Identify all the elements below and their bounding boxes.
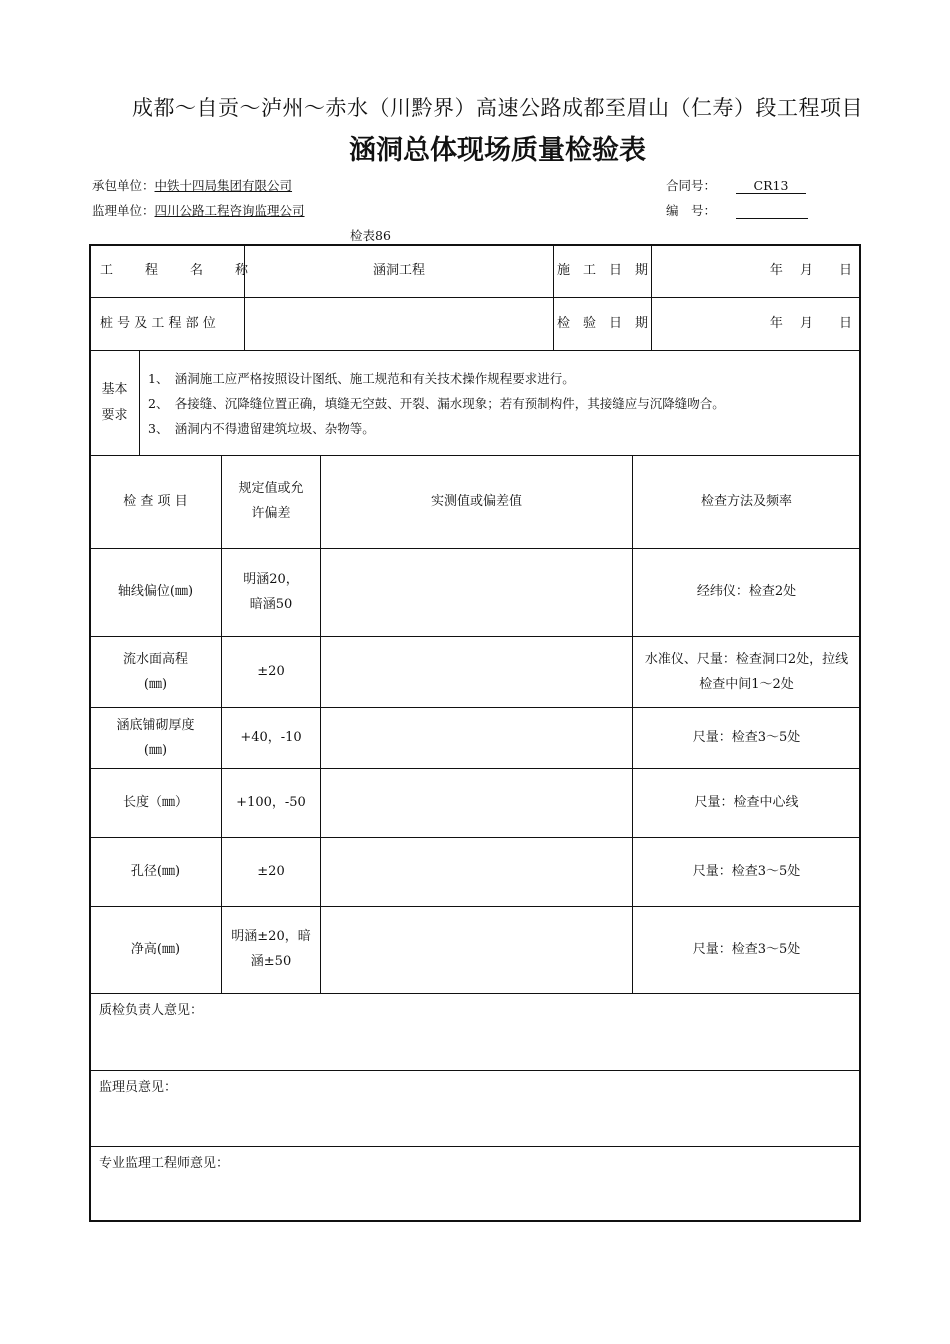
requirement-item: 3、 涵洞内不得遗留建筑垃圾、杂物等。 [148, 421, 375, 436]
row-method: 经纬仪：检查2处 [696, 584, 797, 600]
row-item-line1: 轴线偏位(㎜) [117, 584, 194, 600]
station-value[interactable] [245, 298, 553, 350]
row-item-line2: (㎜) [143, 677, 168, 692]
header-spec-line2: 许偏差 [251, 506, 291, 521]
row-item-line1: 流水面高程 [122, 652, 188, 667]
inspection-date-value: 年 月 日 [769, 315, 852, 331]
construction-date-value: 年 月 日 [769, 262, 852, 278]
supervisor-line [92, 201, 305, 219]
project-name-label-text: 工 程 名 称 [100, 262, 251, 278]
row-item [90, 549, 221, 636]
row-measured[interactable] [321, 907, 632, 993]
header-measured: 实测值或偏差值 [430, 493, 522, 509]
project-name-label [100, 245, 251, 297]
project-name-value: 涵洞工程 [372, 262, 425, 278]
row-method-line2: 检查中间1～2处 [699, 677, 794, 692]
row-measured[interactable] [321, 708, 632, 768]
row-spec-line1: 明涵±20，暗 [231, 929, 311, 945]
supervisor-value: 四川公路工程咨询监理公司 [154, 203, 305, 218]
contract-no-value: CR13 [736, 178, 806, 194]
row-measured[interactable] [321, 769, 632, 837]
supervisor-label: 监理单位： [92, 203, 155, 218]
row-divider [89, 993, 861, 994]
row-item: 净高(㎜) [130, 941, 181, 957]
row-item-line1: 涵底铺砌厚度 [116, 718, 195, 733]
serial-value [736, 202, 808, 219]
requirements-label-line1: 基本 [101, 382, 128, 397]
form-title: 涵洞总体现场质量检验表 [349, 135, 646, 166]
row-divider [89, 1070, 861, 1071]
row-item: 长度（㎜） [122, 794, 188, 810]
quality-head-opinion[interactable]: 质检负责人意见： [99, 1003, 204, 1018]
requirements-list [148, 366, 858, 441]
row-divider [89, 1146, 861, 1147]
row-method-line1: 水准仪、尺量：检查洞口2处，拉线 [644, 652, 849, 667]
header-item: 检 查 项 目 [123, 493, 188, 509]
row-method: 尺量：检查3～5处 [692, 729, 801, 745]
contract-no-label: 合同号： [666, 178, 717, 193]
contractor-line [92, 176, 292, 194]
row-method: 尺量：检查3～5处 [692, 863, 801, 879]
row-spec: +100，-50 [236, 794, 306, 810]
row-divider [89, 350, 861, 351]
project-title: 成都～自贡～泸州～赤水（川黔界）高速公路成都至眉山（仁寿）段工程项目 [132, 96, 863, 120]
inspection-date-label: 检 验 日 期 [556, 315, 648, 331]
header-spec-line1: 规定值或允 [238, 481, 304, 497]
form-code: 检表86 [350, 228, 391, 243]
row-spec: +40，-10 [240, 729, 302, 745]
row-spec: ±20 [257, 663, 285, 679]
serial-line [666, 201, 808, 219]
row-item-line2: (㎜) [143, 743, 168, 758]
row-spec: ±20 [257, 863, 285, 879]
station-label: 桩 号 及 工 程 部 位 [100, 315, 216, 331]
contractor-label: 承包单位： [92, 178, 155, 193]
row-spec-line2: 涵±50 [250, 954, 292, 969]
row-measured[interactable] [321, 549, 632, 636]
col-divider [139, 350, 140, 455]
row-item [90, 708, 221, 768]
requirement-item: 1、 涵洞施工应严格按照设计图纸、施工规范和有关技术操作规程要求进行。 [148, 371, 575, 386]
requirements-label-line2: 要求 [101, 408, 128, 423]
requirements-label [90, 351, 139, 455]
serial-label: 编 号： [666, 203, 717, 218]
row-method [633, 637, 860, 707]
header-method: 检查方法及频率 [700, 493, 792, 509]
row-spec-line2: 暗涵50 [249, 596, 293, 612]
contractor-value: 中铁十四局集团有限公司 [154, 178, 293, 193]
supervisor-opinion[interactable]: 监理员意见： [99, 1080, 178, 1095]
row-spec [222, 549, 320, 636]
requirement-item: 2、 各接缝、沉降缝位置正确，填缝无空鼓、开裂、漏水现象；若有预制构件，其接缝应与沉降缝吻合。 [148, 396, 725, 411]
contract-no-line [666, 176, 806, 194]
row-item: 孔径(㎜) [130, 863, 181, 879]
row-measured[interactable] [321, 637, 632, 707]
row-measured[interactable] [321, 838, 632, 906]
row-item [90, 637, 221, 707]
row-method: 尺量：检查3～5处 [692, 941, 801, 957]
row-spec [222, 907, 320, 993]
engineer-opinion[interactable]: 专业监理工程师意见： [99, 1156, 230, 1171]
construction-date-label: 施 工 日 期 [556, 262, 648, 278]
row-method: 尺量：检查中心线 [694, 794, 799, 810]
row-spec-line1: 明涵20， [243, 571, 299, 587]
header-spec [222, 456, 320, 548]
